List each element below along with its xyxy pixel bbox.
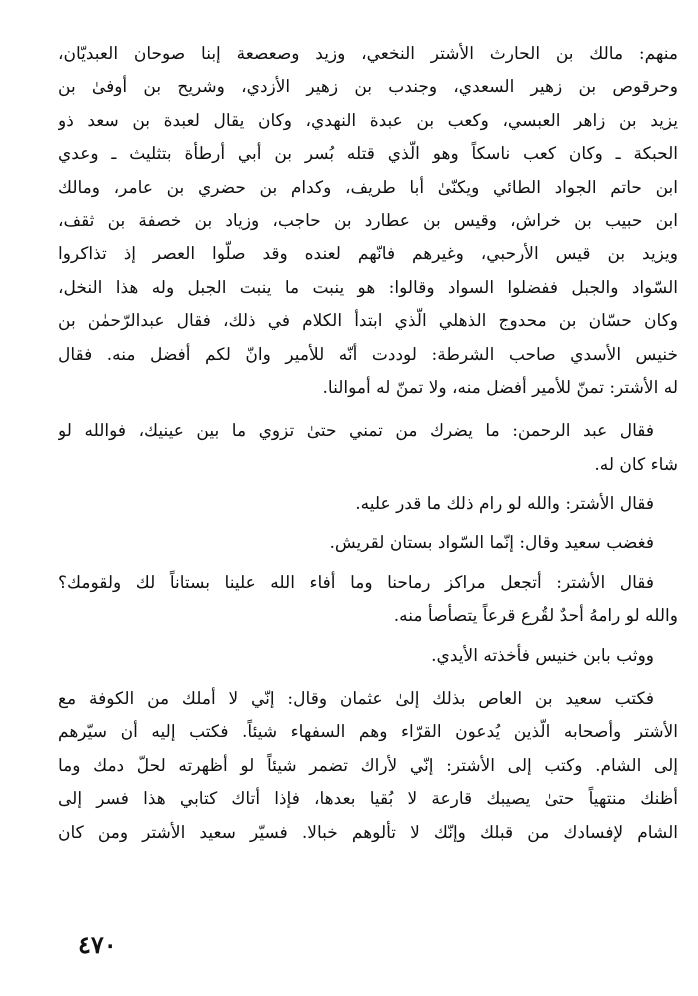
paragraph-7: [58, 683, 678, 850]
text-line: له الأشتر: تمنّ للأمير أفضل منه، ولا تمنّ له أموالنا.: [322, 377, 678, 398]
paragraph-4: [58, 527, 678, 560]
text-line: ابن حاتم الجواد الطائي ويكنّىٰ أبا طريف، وكدام بن حضري بن عامر، ومالك: [58, 177, 678, 198]
text-line: فكتب سعيد بن العاص بذلك إلىٰ عثمان وقال: إنّي لا أملك من الكوفة مع: [58, 689, 654, 710]
text-line: فقال عبد الرحمن: ما يضرك من تمني حتىٰ تزوي ما بين عينيك، فوالله لو: [58, 421, 654, 442]
text-line: ويزيد بن قيس الأرحبي، وغيرهم فانّهم لعنده وقد صلّوا العصر إذ تذاكروا: [58, 244, 678, 265]
paragraph-3: [58, 488, 678, 521]
text-line: فقال الأشتر: والله لو رام ذلك ما قدر عليه.: [355, 494, 654, 515]
paragraph-2: [58, 415, 678, 482]
text-line: والله لو رامهُ أحدٌ لقُرع قرعاً يتصأصأ منه.: [393, 606, 678, 627]
paragraph-5: [58, 567, 678, 634]
text-line: ووثب بابن خنيس فأخذته الأيدي.: [431, 645, 654, 666]
page-number: ٤٧٠: [78, 930, 117, 959]
text-line: السّواد والجبل ففضلوا السواد وقالوا: هو ينبت ما ينبت الجبل وله هذا النخل،: [58, 277, 678, 298]
paragraph-1: [58, 38, 678, 405]
text-line: فغضب سعيد وقال: إنّما السّواد بستان لقريش.: [329, 533, 654, 554]
text-line: يزيد بن زاهر العبسي، وكعب بن عبدة النهدي، وكان يقال لعبدة بن سعد ذو: [58, 110, 678, 131]
text-line: منهم: مالك بن الحارث الأشتر النخعي، وزيد وصعصعة إبنا صوحان العبديّان،: [58, 44, 678, 64]
paragraph-6: [58, 640, 678, 673]
text-line: الشام لإفسادك من قبلك وإنّك لا تألوهم خبالا. فسيّر سعيد الأشتر ومن كان: [58, 822, 678, 843]
text-line: الحبكة ـ وكان كعب ناسكاً وهو الّذي قتله بُسر بن أبي أرطأة بتثليث ـ وعدي: [58, 144, 678, 165]
text-line: شاء كان له.: [594, 454, 678, 475]
text-line: أظنك منتهياً حتىٰ يصيبك قارعة لا بُقيا بعدها، فإذا أتاك كتابي هذا فسر إلى: [58, 789, 678, 810]
text-line: فقال الأشتر: أتجعل مراكز رماحنا وما أفاء الله علينا بستاناً لك ولقومك؟: [58, 572, 654, 593]
text-line: ابن حبيب بن خراش، وقيس بن عطارد بن حاجب، وزياد بن خصفة بن ثقف،: [58, 210, 678, 231]
book-page-text: [58, 38, 678, 850]
text-line: الأشتر وأصحابه الّذين يُدعون القرّاء وهم السفهاء شيئاً. فكتب إليه أن سيّرهم: [58, 722, 678, 743]
text-line: وحرقوص بن زهير السعدي، وجندب بن زهير الأزدي، وشريح بن أوفىٰ بن: [58, 77, 678, 98]
text-line: إلى الشام. وكتب إلى الأشتر: إنّي لأراك تضمر شيئاً لو أظهرته لحلّ دمك وما: [58, 755, 678, 776]
text-line: وكان حسّان بن محدوج الذهلي الّذي ابتدأ الكلام في ذلك، فقال عبدالرّحمٰن بن: [58, 311, 678, 332]
text-line: خنيس الأسدي صاحب الشرطة: لوددت أنّه للأمير وانّ لكم أفضل منه. فقال: [58, 344, 678, 365]
